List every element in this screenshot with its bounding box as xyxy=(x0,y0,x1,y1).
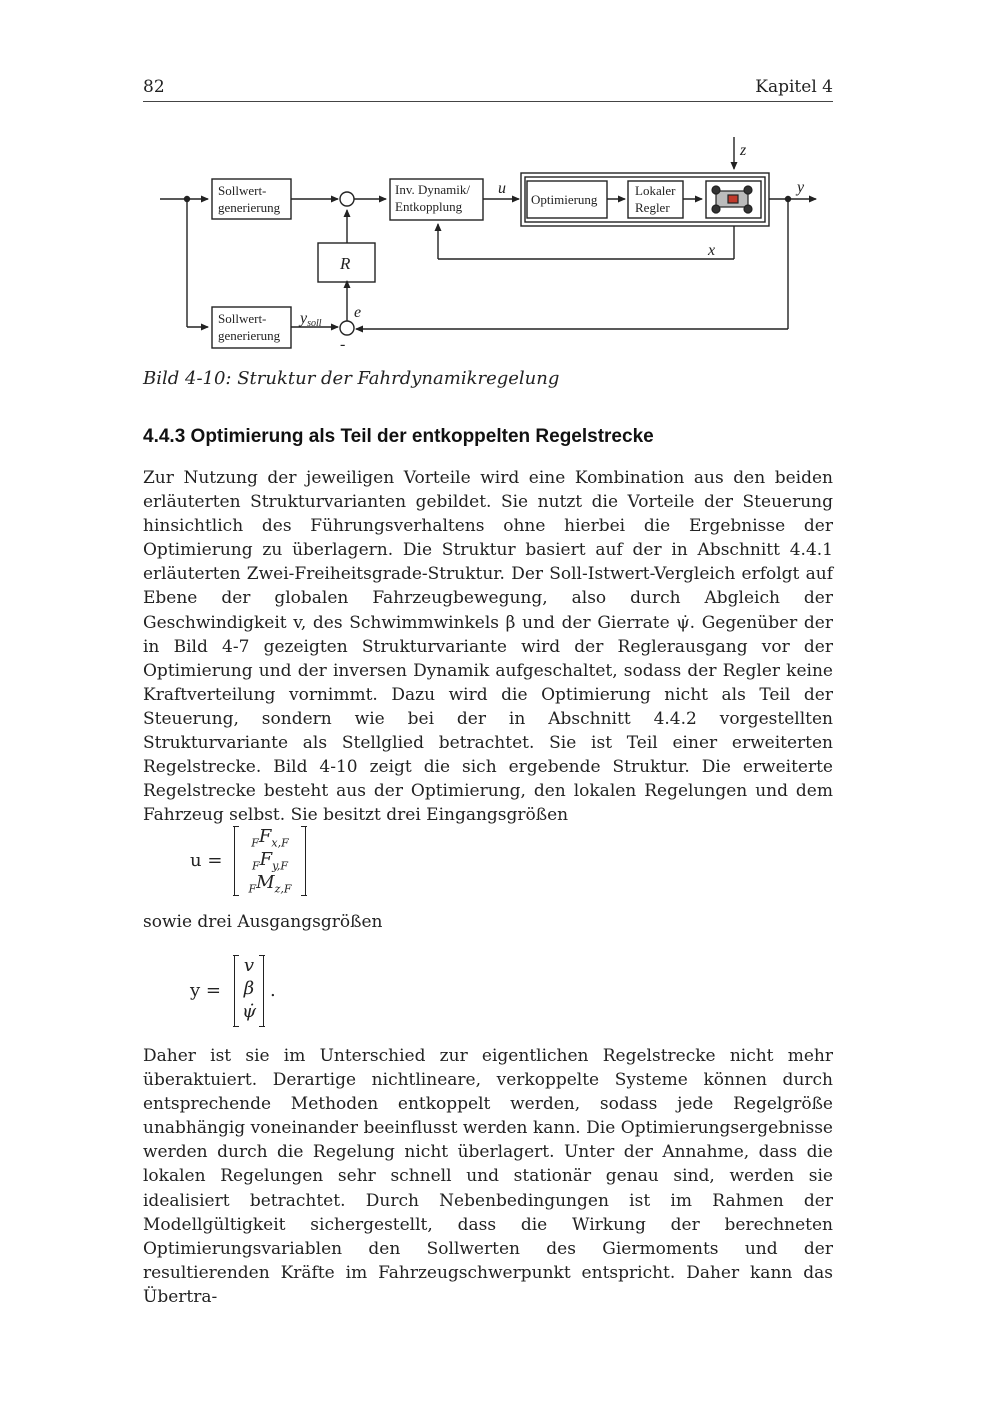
vehicle-icon xyxy=(712,186,752,213)
control-structure-diagram xyxy=(150,135,830,353)
summation-junction-bottom xyxy=(340,321,354,335)
e-label: e xyxy=(354,304,362,321)
optimierung-label: Optimierung xyxy=(531,192,598,207)
R-label: R xyxy=(340,254,351,273)
page-number: 82 xyxy=(143,77,165,97)
z-label: z xyxy=(740,142,747,159)
regler-line1: Lokaler xyxy=(635,183,676,198)
invdyn-line1: Inv. Dynamik/ xyxy=(395,182,470,197)
equation-y-lhs: y = xyxy=(190,980,221,1001)
sollwert-top-line1: Sollwert- xyxy=(218,183,267,198)
x-label: x xyxy=(708,242,716,259)
sollwert-bottom-line2: generierung xyxy=(218,328,281,343)
u-label: u xyxy=(498,180,506,197)
invdyn-line2: Entkopplung xyxy=(395,199,463,214)
ysoll-main: y xyxy=(300,310,308,327)
y-row-2: β xyxy=(243,978,255,999)
summation-junction-top xyxy=(340,192,354,206)
regler-line2: Regler xyxy=(635,200,670,215)
y-label: y xyxy=(797,179,805,196)
u-row-3: $_FM_{z,F}$ xyxy=(248,872,292,896)
sollwert-bottom-line1: Sollwert- xyxy=(218,311,267,326)
equation-u-matrix xyxy=(234,826,306,896)
chapter-title: Kapitel 4 xyxy=(755,77,833,97)
minus-sign: - xyxy=(340,336,346,353)
paragraph-2: Daher ist sie im Unterschied zur eigentlichen Regelstrecke nicht mehr überaktuiert. Derartige nichtlineare, verkoppelte Systeme können durch entsprechende Methoden entkoppelt werden, sodass jede Regelgröße unabhängig voneinander beeinflusst werden kann. Die Optimierungsergebnisse werden durch die Regelung nicht überlagert. Unter der Annahme, dass die lokalen Regelungen sehr schnell und stationär genau sind, werden sie idealisiert betrachtet. Durch Nebenbedingungen ist im Rahmen der Modellgültigkeit sichergestellt, dass die Wirkung der berechneten Optimierungsvariablen den Sollwerten des Giermoments und der resultierenden Kräfte im Fahrzeugschwerpunkt entspricht. Daher kann das Übertra- xyxy=(143,1046,833,1307)
u-row-1: $_FF_{x,F}$ xyxy=(251,826,289,850)
section-heading: 4.4.3 Optimierung als Teil der entkoppelten Regelstrecke xyxy=(143,426,654,447)
equation-y-period: . xyxy=(270,980,276,1001)
figure-caption: Bild 4-10: Struktur der Fahrdynamikregelung xyxy=(143,368,560,389)
ysoll-label xyxy=(298,310,322,329)
outputs-lead-text: sowie drei Ausgangsgrößen xyxy=(143,912,383,932)
ysoll-sub: soll xyxy=(307,318,322,329)
y-row-3: ψ̇ xyxy=(241,1001,257,1022)
equation-u-lhs: u = xyxy=(190,850,223,871)
paragraph-1: Zur Nutzung der jeweiligen Vorteile wird eine Kombination aus den beiden erläuterten Strukturvarianten gebildet. Sie nutzt die Vorteile der Steuerung hinsichtlich des Führungsverhaltens ohne hierbei die Ergebnisse der Optimierung zu überlagern. Die Struktur basiert auf der in Abschnitt 4.4.1 erläuterten Zwei-Freiheitsgrade-Struktur. Der Soll-Istwert-Vergleich erfolgt auf Ebene der globalen Fahrzeugbewegung, also durch Abgleich der Geschwindigkeit v, des Schwimmwinkels β und der Gierrate ψ̇. Gegenüber der in Bild 4-7 gezeigten Strukturvariante wird der Reglerausgang vor der Optimierung und der inversen Dynamik aufgeschaltet, sodass der Regler keine Kraftverteilung vornimmt. Dazu wird die Optimierung nicht als Teil der Steuerung, sondern wie bei der in Abschnitt 4.4.2 vorgestellten Strukturvariante als Stellglied betrachtet. Sie ist Teil einer erweiterten Regelstrecke. Bild 4-10 zeigt die sich ergebende Struktur. Die erweiterte Regelstrecke besteht aus der Optimierung, den lokalen Regelungen und dem Fahrzeug selbst. Sie besitzt drei Eingangsgrößen xyxy=(143,468,833,826)
sollwert-top-line2: generierung xyxy=(218,200,281,215)
page-header xyxy=(143,77,833,102)
y-row-1: v xyxy=(243,955,255,976)
u-row-2: $_FF_{y,F}$ xyxy=(251,849,289,873)
equation-y-matrix xyxy=(234,955,264,1027)
